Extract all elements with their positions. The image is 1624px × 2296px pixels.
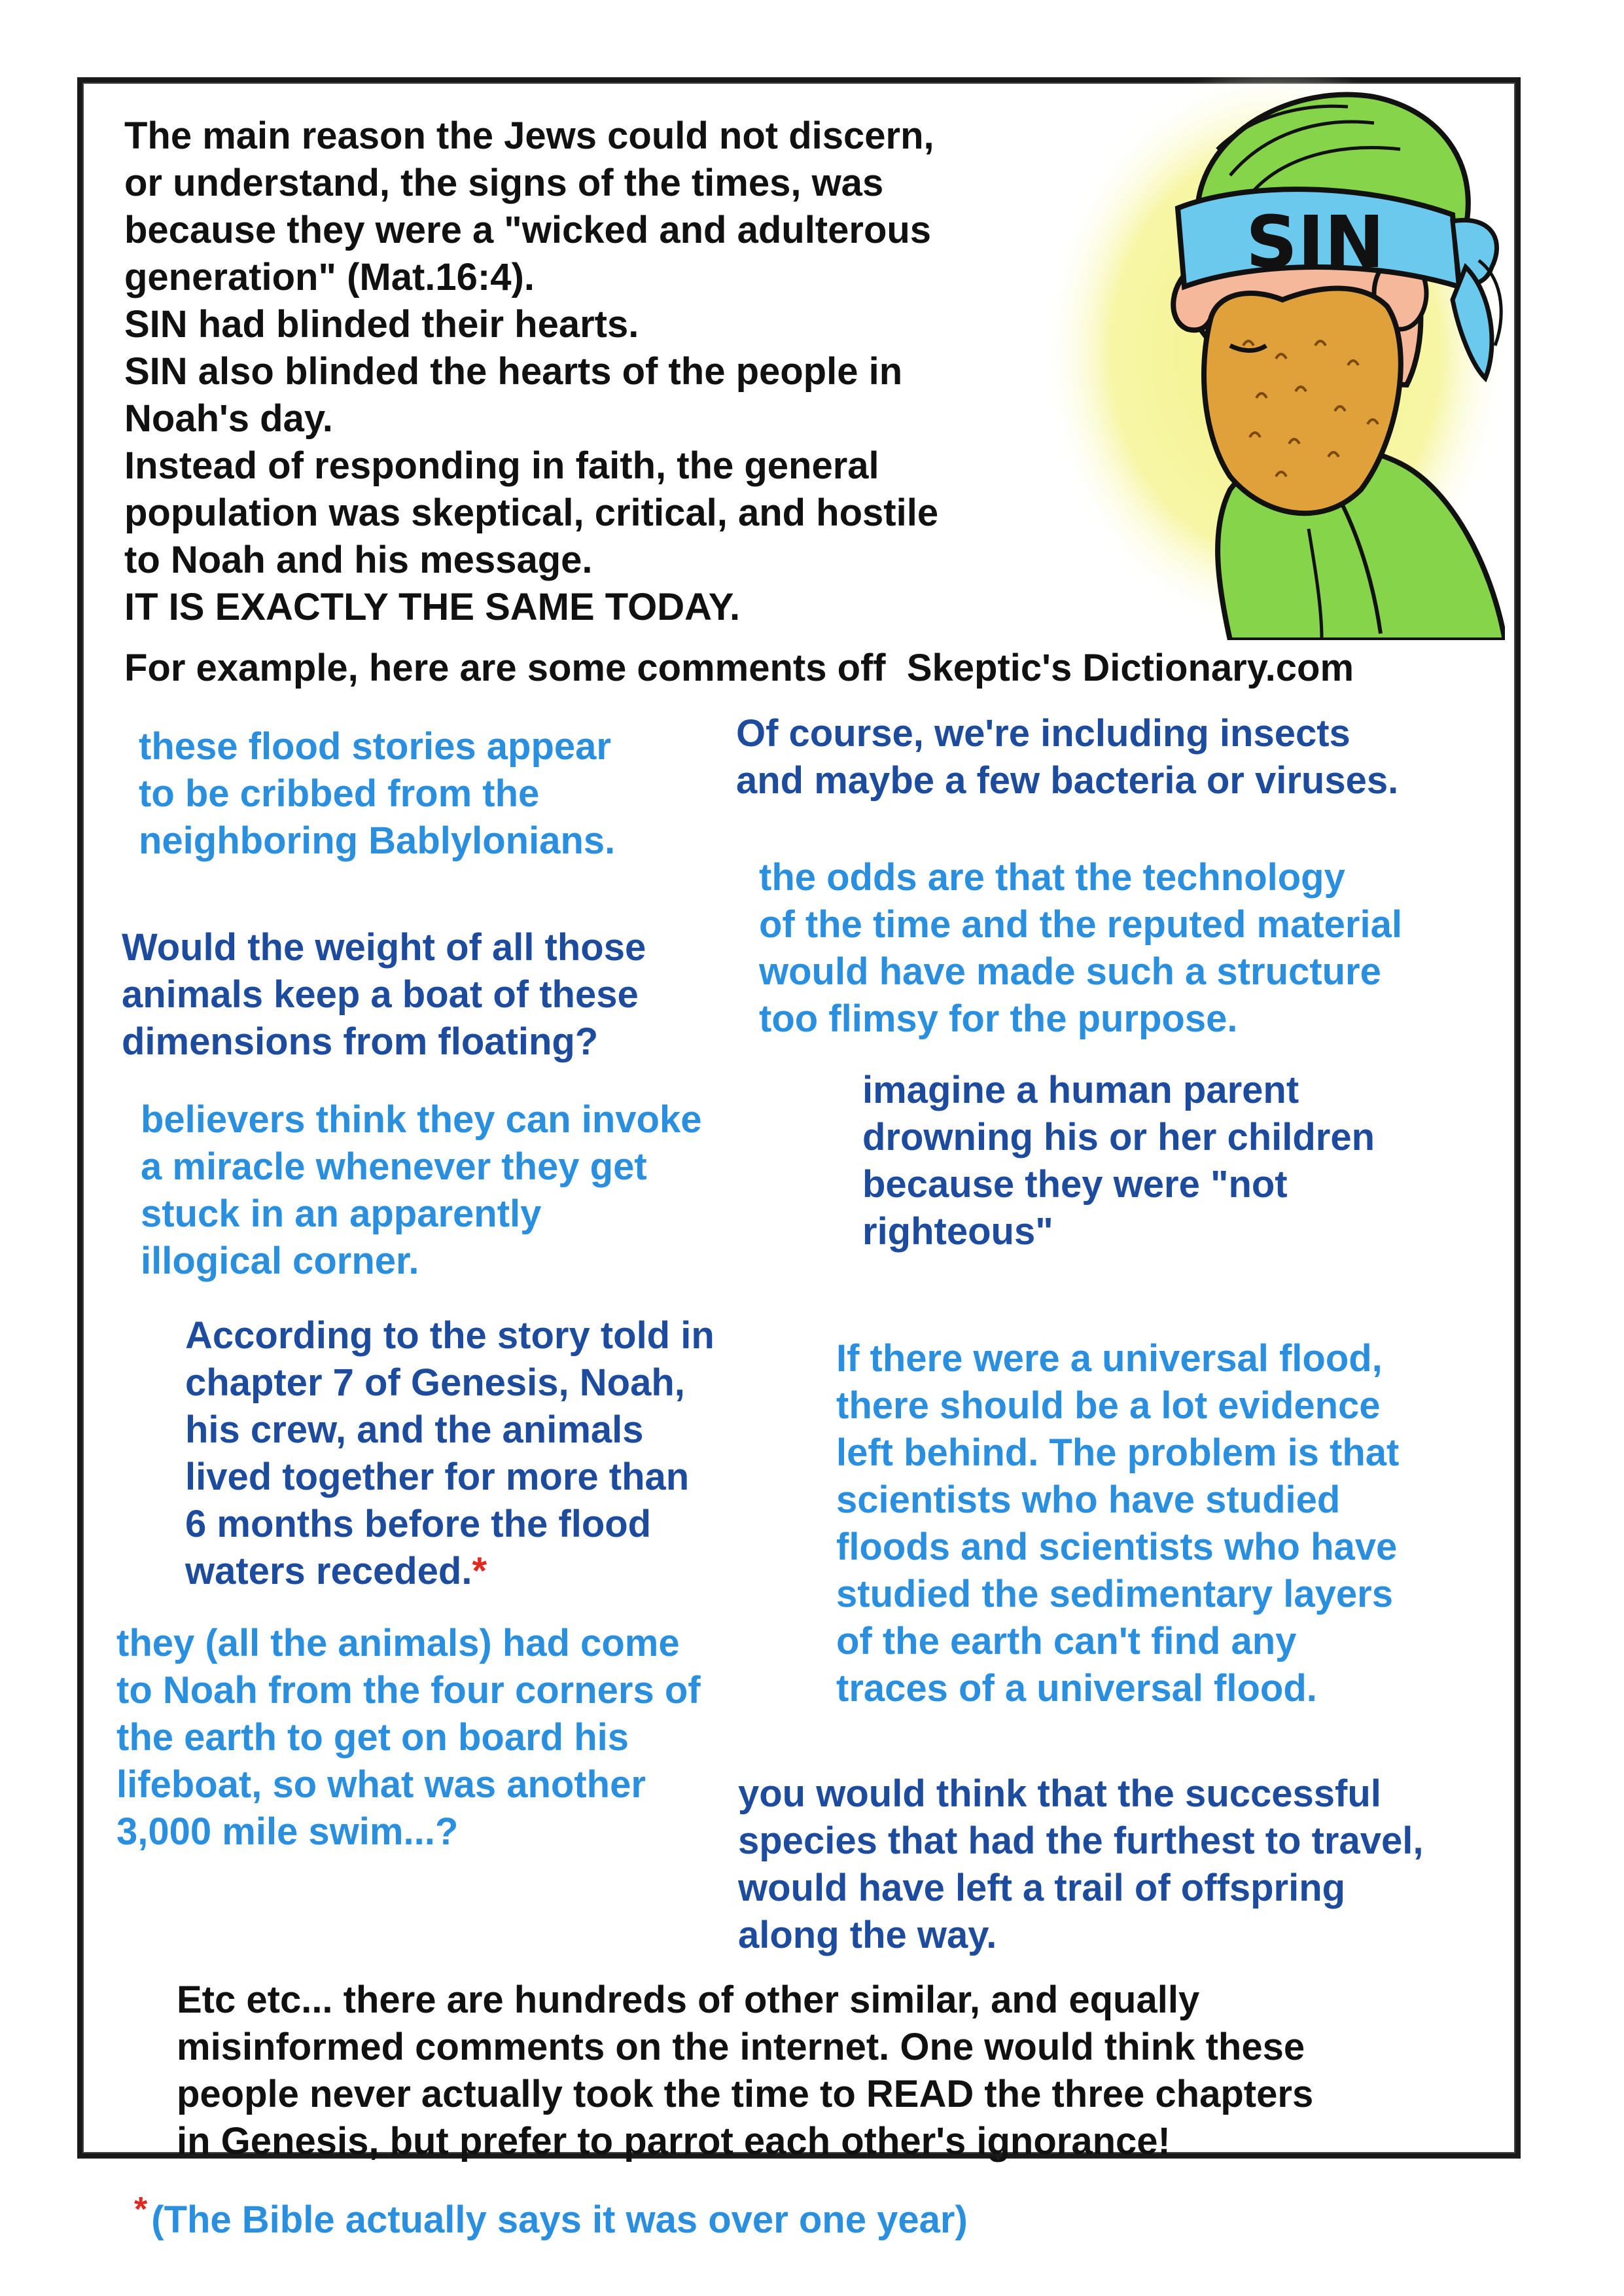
quote-technology — [759, 854, 1402, 1043]
quote-line: lifeboat, so what was another — [116, 1763, 646, 1806]
quote-line: the earth to get on board his — [116, 1716, 629, 1759]
quote-line: left behind. The problem is that — [836, 1431, 1400, 1474]
quote-line: of the time and the reputed material — [759, 903, 1402, 946]
footnote-text: (The Bible actually says it was over one year) — [151, 2198, 968, 2241]
intro-line: to Noah and his message. — [124, 539, 593, 581]
quote-line: lived together for more than — [185, 1456, 690, 1498]
quote-line: of the earth can't find any — [836, 1620, 1297, 1662]
quote-line: traces of a universal flood. — [836, 1667, 1317, 1710]
intro-line: SIN also blinded the hearts of the people in — [124, 350, 903, 393]
intro-line: Noah's day. — [124, 397, 333, 440]
intro-line: or understand, the signs of the times, was — [124, 162, 884, 204]
intro-line: SIN had blinded their hearts. — [124, 303, 639, 346]
intro-line: because they were a "wicked and adulterous — [124, 209, 932, 251]
quote-line: animals keep a boat of these — [122, 973, 639, 1016]
quote-line: a miracle whenever they get — [141, 1145, 647, 1188]
quote-universal-flood — [836, 1335, 1399, 1712]
quote-genesis-chapter7 — [185, 1312, 715, 1595]
quote-line: illogical corner. — [141, 1240, 419, 1282]
blindfold-text: SIN — [1245, 200, 1385, 284]
quote-line: floods and scientists who have — [836, 1526, 1398, 1568]
intro-line: generation" (Mat.16:4). — [124, 256, 535, 298]
quote-line: Of course, we're including insects — [736, 712, 1350, 755]
quote-line: According to the story told in — [185, 1314, 715, 1357]
quote-line: the odds are that the technology — [759, 856, 1345, 899]
quote-line: studied the sedimentary layers — [836, 1573, 1393, 1615]
quote-line: righteous" — [862, 1210, 1053, 1253]
quote-believers — [141, 1096, 701, 1285]
quote-line: you would think that the successful — [738, 1772, 1381, 1815]
example-line: For example, here are some comments off Skeptic's Dictionary.com — [124, 647, 1354, 689]
closing-line: in Genesis, but prefer to parrot each other's ignorance! — [177, 2120, 1171, 2162]
quote-line: scientists who have studied — [836, 1479, 1341, 1521]
quote-line: 3,000 mile swim...? — [116, 1810, 459, 1853]
quote-line: 6 months before the flood — [185, 1503, 652, 1545]
quote-weight — [122, 924, 646, 1066]
quote-four-corners — [116, 1620, 701, 1856]
closing-paragraph — [177, 1977, 1313, 2165]
quote-line: because they were "not — [862, 1163, 1288, 1206]
quote-line: species that had the furthest to travel, — [738, 1820, 1424, 1862]
footnote-asterisk: * — [134, 2191, 148, 2229]
quote-line: chapter 7 of Genesis, Noah, — [185, 1361, 685, 1404]
quote-line: would have left a trail of offspring — [738, 1867, 1346, 1909]
quote-line: along the way. — [738, 1914, 997, 1956]
quote-successful-species — [738, 1770, 1423, 1959]
intro-line: population was skeptical, critical, and hostile — [124, 492, 939, 534]
quote-line: If there were a universal flood, — [836, 1337, 1383, 1380]
quote-line: these flood stories appear — [139, 725, 611, 768]
quote-insects — [736, 710, 1398, 804]
quote-line: and maybe a few bacteria or viruses. — [736, 759, 1399, 802]
quote-human-parent — [862, 1067, 1375, 1255]
quote-line: waters receded. — [185, 1550, 472, 1592]
quote-flood-stories — [139, 723, 615, 865]
quote-line: his crew, and the animals — [185, 1408, 644, 1451]
quote-line: imagine a human parent — [862, 1069, 1299, 1111]
quote-line: too flimsy for the purpose. — [759, 997, 1238, 1040]
quote-line: stuck in an apparently — [141, 1193, 542, 1235]
quote-line: dimensions from floating? — [122, 1020, 599, 1063]
intro-text — [124, 113, 938, 631]
quote-line: to be cribbed from the — [139, 772, 540, 815]
closing-line: Etc etc... there are hundreds of other similar, and equally — [177, 1979, 1200, 2021]
quote-line: believers think they can invoke — [141, 1098, 702, 1141]
quote-line: Would the weight of all those — [122, 926, 646, 969]
quote-line: they (all the animals) had come — [116, 1622, 680, 1664]
footnote — [134, 2186, 968, 2244]
quote-line: neighboring Bablylonians. — [139, 819, 616, 862]
intro-line: IT IS EXACTLY THE SAME TODAY. — [124, 586, 741, 628]
intro-line: Instead of responding in faith, the general — [124, 444, 879, 487]
closing-line: misinformed comments on the internet. One would think these — [177, 2026, 1305, 2068]
asterisk-mark: * — [472, 1550, 487, 1592]
sin-blindfold-illustration — [1034, 71, 1505, 640]
quote-line: drowning his or her children — [862, 1116, 1375, 1158]
quote-line: to Noah from the four corners of — [116, 1669, 701, 1712]
quote-line: would have made such a structure — [759, 950, 1381, 993]
quote-line: there should be a lot evidence — [836, 1384, 1381, 1427]
intro-line: The main reason the Jews could not discern, — [124, 115, 934, 157]
closing-line: people never actually took the time to READ the three chapters — [177, 2073, 1314, 2115]
